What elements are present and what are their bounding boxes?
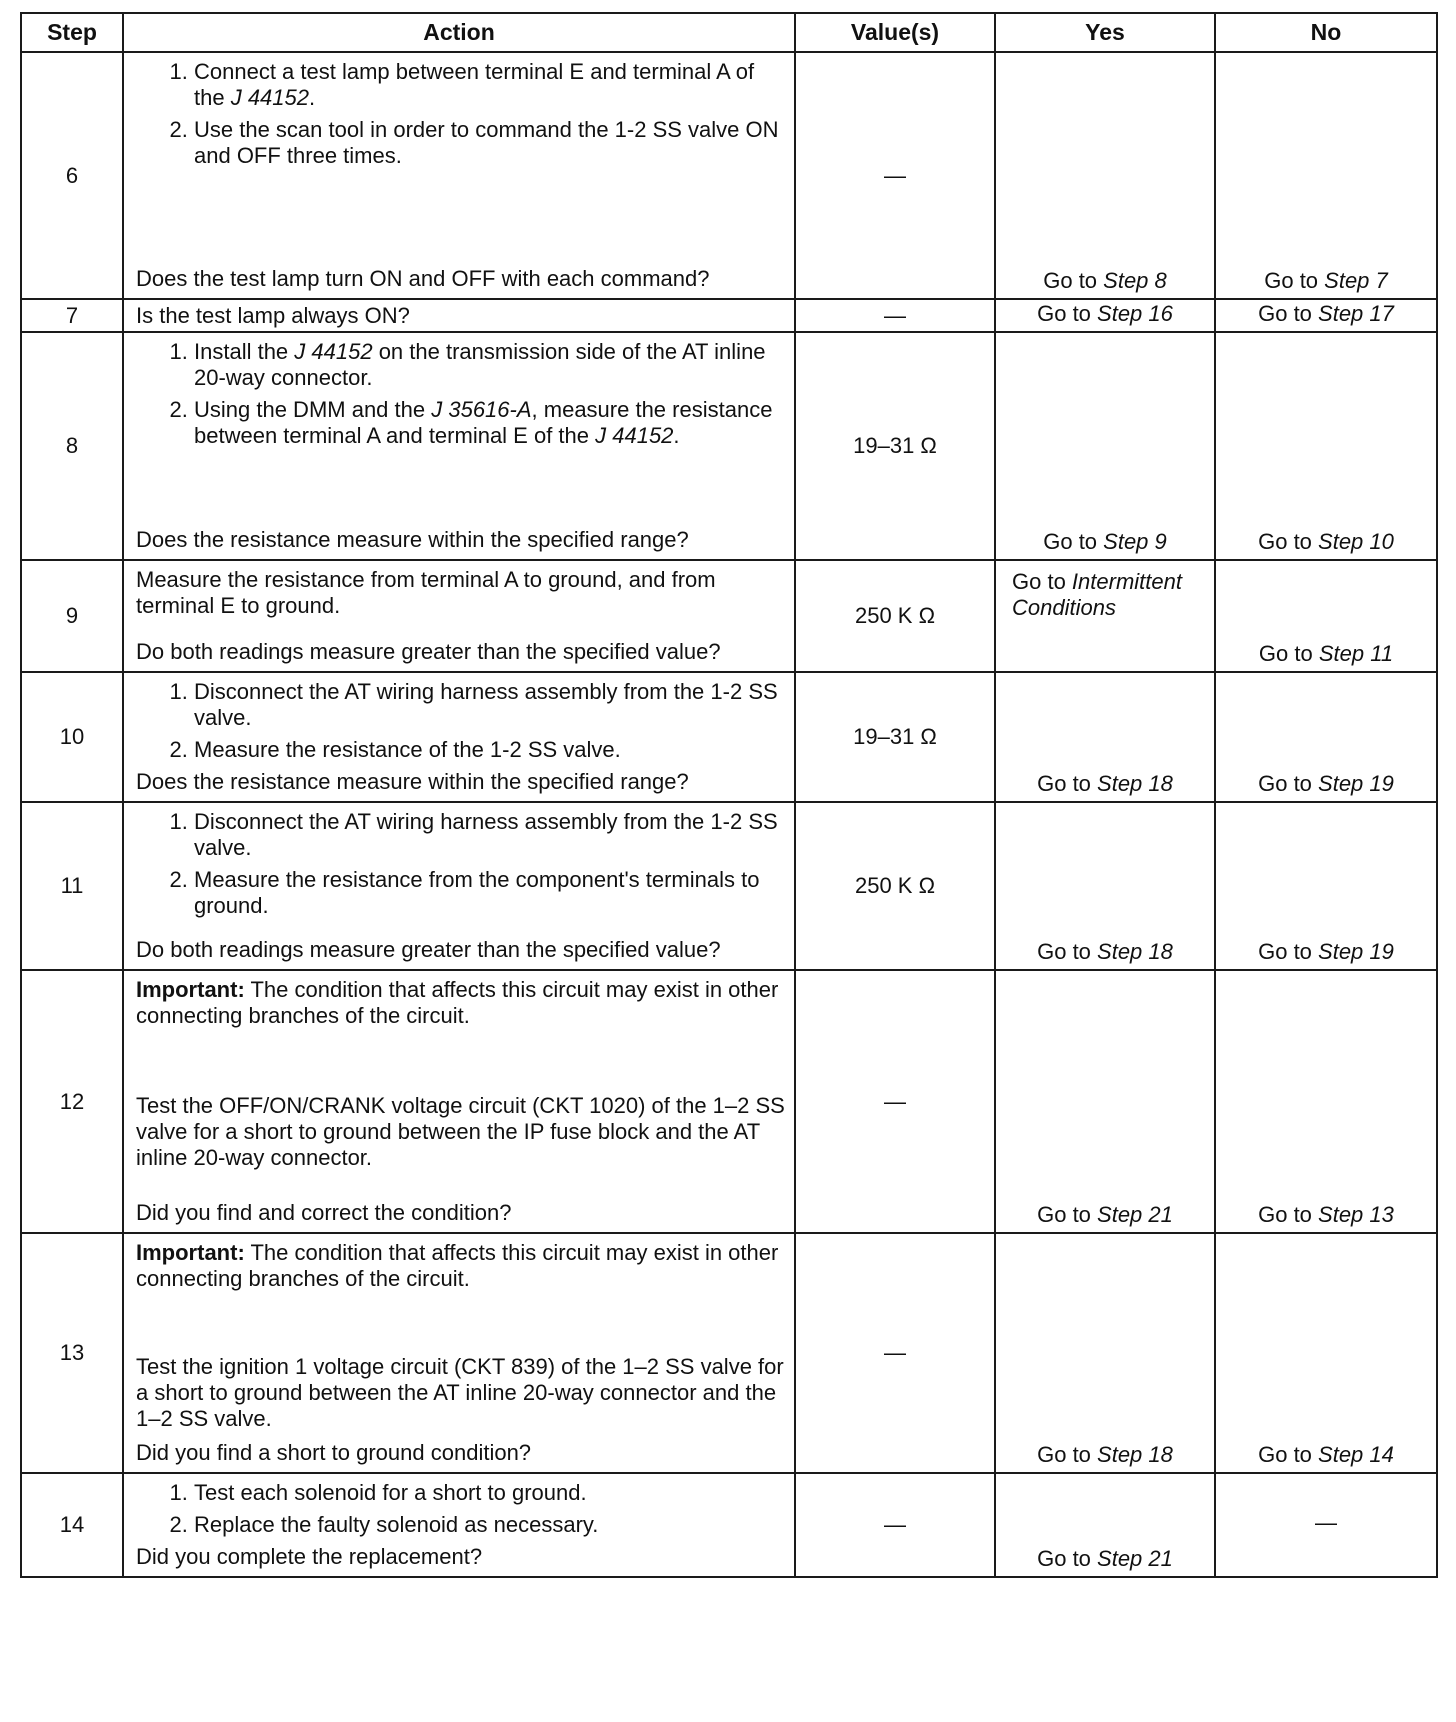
action-content <box>124 300 794 331</box>
no-outcome: Go to Step 14 <box>1258 1442 1394 1467</box>
yes-cell <box>995 802 1215 970</box>
action-content <box>124 333 794 559</box>
table-header-row <box>21 13 1437 52</box>
diagnostic-table-page <box>20 12 1436 1578</box>
step-reference-link: Intermittent Conditions <box>1012 569 1182 620</box>
important-note: Important: The condition that affects this circuit may exist in other connecting branches of the circuit. <box>136 977 779 1028</box>
action-step: 2. Using the DMM and the J 35616-A, measure the resistance between terminal A and terminal E of the J 44152. <box>194 397 786 449</box>
header-no: No <box>1215 13 1437 52</box>
no-outcome: Go to Step 13 <box>1258 1202 1394 1227</box>
action-step: 2. Measure the resistance from the component's terminals to ground. <box>194 867 786 919</box>
action-content <box>124 803 794 969</box>
step-reference-link: Step 11 <box>1318 641 1394 666</box>
action-content <box>124 53 794 298</box>
step-reference-link: Step 19 <box>1318 771 1394 796</box>
table-row <box>21 332 1437 560</box>
action-step: 1. Install the J 44152 on the transmission side of the AT inline 20-way connector. <box>194 339 786 391</box>
table-body <box>21 52 1437 1577</box>
value-cell: 19–31 Ω <box>795 672 995 802</box>
yes-cell <box>995 299 1215 332</box>
no-outcome: Go to Step 19 <box>1258 939 1394 964</box>
action-steps-list <box>136 339 786 449</box>
step-reference-link: Step 19 <box>1318 939 1394 964</box>
step-number: 9 <box>21 560 123 672</box>
action-question: Does the resistance measure within the specified range? <box>136 769 689 794</box>
table-row <box>21 672 1437 802</box>
step-reference-link: Step 14 <box>1318 1442 1394 1467</box>
action-question: Is the test lamp always ON? <box>136 302 410 328</box>
action-step: 2. Replace the faulty solenoid as necessary. <box>194 1512 786 1538</box>
action-steps-list <box>136 1480 786 1538</box>
action-cell <box>123 1473 795 1577</box>
step-reference-link: Step 16 <box>1097 301 1173 326</box>
action-content <box>124 1474 794 1576</box>
no-cell <box>1215 332 1437 560</box>
yes-outcome: Go to Step 9 <box>1043 529 1167 554</box>
action-content <box>124 561 794 671</box>
action-cell <box>123 332 795 560</box>
action-steps-list <box>136 809 786 919</box>
yes-cell <box>995 560 1215 672</box>
no-cell <box>1215 52 1437 299</box>
action-steps-list <box>136 679 786 763</box>
value-cell: — <box>795 1233 995 1473</box>
yes-cell <box>995 1233 1215 1473</box>
action-content <box>124 1234 794 1472</box>
no-cell <box>1215 1473 1437 1577</box>
action-instruction: Test the ignition 1 voltage circuit (CKT 839) of the 1–2 SS valve for a short to ground between the AT inline 20-way connector and the 1–2 SS valve. <box>136 1354 784 1431</box>
no-cell <box>1215 802 1437 970</box>
value-cell: 250 K Ω <box>795 560 995 672</box>
yes-outcome: Go to Step 21 <box>1037 1202 1173 1227</box>
step-reference-link: Step 13 <box>1318 1202 1394 1227</box>
table-row <box>21 299 1437 332</box>
yes-cell <box>995 332 1215 560</box>
no-outcome: — <box>1315 1510 1337 1535</box>
step-number: 6 <box>21 52 123 299</box>
value-cell: — <box>795 1473 995 1577</box>
table-row <box>21 1473 1437 1577</box>
yes-outcome: Go to Step 21 <box>1037 1546 1173 1571</box>
action-question: Do both readings measure greater than the specified value? <box>136 639 721 664</box>
yes-cell <box>995 672 1215 802</box>
value-cell: — <box>795 970 995 1233</box>
yes-outcome: Go to Step 16 <box>1037 301 1173 326</box>
no-cell <box>1215 560 1437 672</box>
step-number: 13 <box>21 1233 123 1473</box>
value-cell: 19–31 Ω <box>795 332 995 560</box>
action-cell <box>123 970 795 1233</box>
action-content <box>124 971 794 1232</box>
table-row <box>21 970 1437 1233</box>
action-instruction: Measure the resistance from terminal A to ground, and from terminal E to ground. <box>136 567 716 618</box>
yes-outcome: Go to Step 18 <box>1037 939 1173 964</box>
action-steps-list <box>136 59 786 169</box>
header-yes: Yes <box>995 13 1215 52</box>
table-row <box>21 802 1437 970</box>
no-cell <box>1215 970 1437 1233</box>
step-reference-link: Step 8 <box>1103 268 1167 293</box>
step-reference-link: Step 18 <box>1097 1442 1173 1467</box>
action-step: 1. Connect a test lamp between terminal E and terminal A of the J 44152. <box>194 59 786 111</box>
yes-outcome: Go to Step 18 <box>1037 771 1173 796</box>
action-content <box>124 673 794 801</box>
action-cell <box>123 802 795 970</box>
action-step: 1. Disconnect the AT wiring harness assembly from the 1-2 SS valve. <box>194 809 786 861</box>
yes-outcome: Go to Step 18 <box>1037 1442 1173 1467</box>
action-step: 2. Measure the resistance of the 1-2 SS valve. <box>194 737 786 763</box>
step-reference-link: Step 10 <box>1318 529 1394 554</box>
step-reference-link: Step 18 <box>1097 771 1173 796</box>
yes-cell <box>995 970 1215 1233</box>
step-number: 11 <box>21 802 123 970</box>
table-row <box>21 1233 1437 1473</box>
value-cell: 250 K Ω <box>795 802 995 970</box>
value-cell: — <box>795 299 995 332</box>
action-instruction: Test the OFF/ON/CRANK voltage circuit (CKT 1020) of the 1–2 SS valve for a short to ground between the IP fuse block and the AT inline 20-way connector. <box>136 1093 785 1170</box>
step-number: 14 <box>21 1473 123 1577</box>
action-step: 2. Use the scan tool in order to command the 1-2 SS valve ON and OFF three times. <box>194 117 786 169</box>
step-reference-link: Step 21 <box>1097 1546 1173 1571</box>
yes-cell <box>995 1473 1215 1577</box>
diagnostic-table <box>20 12 1438 1578</box>
header-step: Step <box>21 13 123 52</box>
no-outcome: Go to Step 11 <box>1258 641 1394 666</box>
action-question: Does the test lamp turn ON and OFF with each command? <box>136 266 710 291</box>
important-note: Important: The condition that affects this circuit may exist in other connecting branches of the circuit. <box>136 1240 779 1291</box>
action-question: Do both readings measure greater than the specified value? <box>136 937 721 962</box>
action-question: Did you find a short to ground condition? <box>136 1440 532 1465</box>
value-cell: — <box>795 52 995 299</box>
no-cell <box>1215 299 1437 332</box>
no-outcome: Go to Step 7 <box>1264 268 1388 293</box>
action-question: Did you complete the replacement? <box>136 1544 483 1569</box>
yes-outcome: Go to Step 8 <box>1043 268 1167 293</box>
no-outcome: Go to Step 17 <box>1258 301 1394 326</box>
action-cell <box>123 299 795 332</box>
action-cell <box>123 52 795 299</box>
step-number: 7 <box>21 299 123 332</box>
step-number: 10 <box>21 672 123 802</box>
action-cell <box>123 672 795 802</box>
yes-outcome: Go to Intermittent Conditions <box>1012 569 1182 620</box>
step-number: 12 <box>21 970 123 1233</box>
action-question: Did you find and correct the condition? <box>136 1200 512 1225</box>
table-row <box>21 560 1437 672</box>
header-values: Value(s) <box>795 13 995 52</box>
step-reference-link: Step 17 <box>1318 301 1394 326</box>
no-cell <box>1215 1233 1437 1473</box>
action-cell <box>123 1233 795 1473</box>
action-question: Does the resistance measure within the specified range? <box>136 527 689 552</box>
action-step: 1. Test each solenoid for a short to ground. <box>194 1480 786 1506</box>
step-reference-link: Step 7 <box>1324 268 1388 293</box>
table-row <box>21 52 1437 299</box>
step-reference-link: Step 21 <box>1097 1202 1173 1227</box>
step-reference-link: Step 18 <box>1097 939 1173 964</box>
header-action: Action <box>123 13 795 52</box>
no-outcome: Go to Step 19 <box>1258 771 1394 796</box>
yes-cell <box>995 52 1215 299</box>
action-cell <box>123 560 795 672</box>
no-outcome: Go to Step 10 <box>1258 529 1394 554</box>
action-step: 1. Disconnect the AT wiring harness assembly from the 1-2 SS valve. <box>194 679 786 731</box>
step-reference-link: Step 9 <box>1103 529 1167 554</box>
no-cell <box>1215 672 1437 802</box>
step-number: 8 <box>21 332 123 560</box>
